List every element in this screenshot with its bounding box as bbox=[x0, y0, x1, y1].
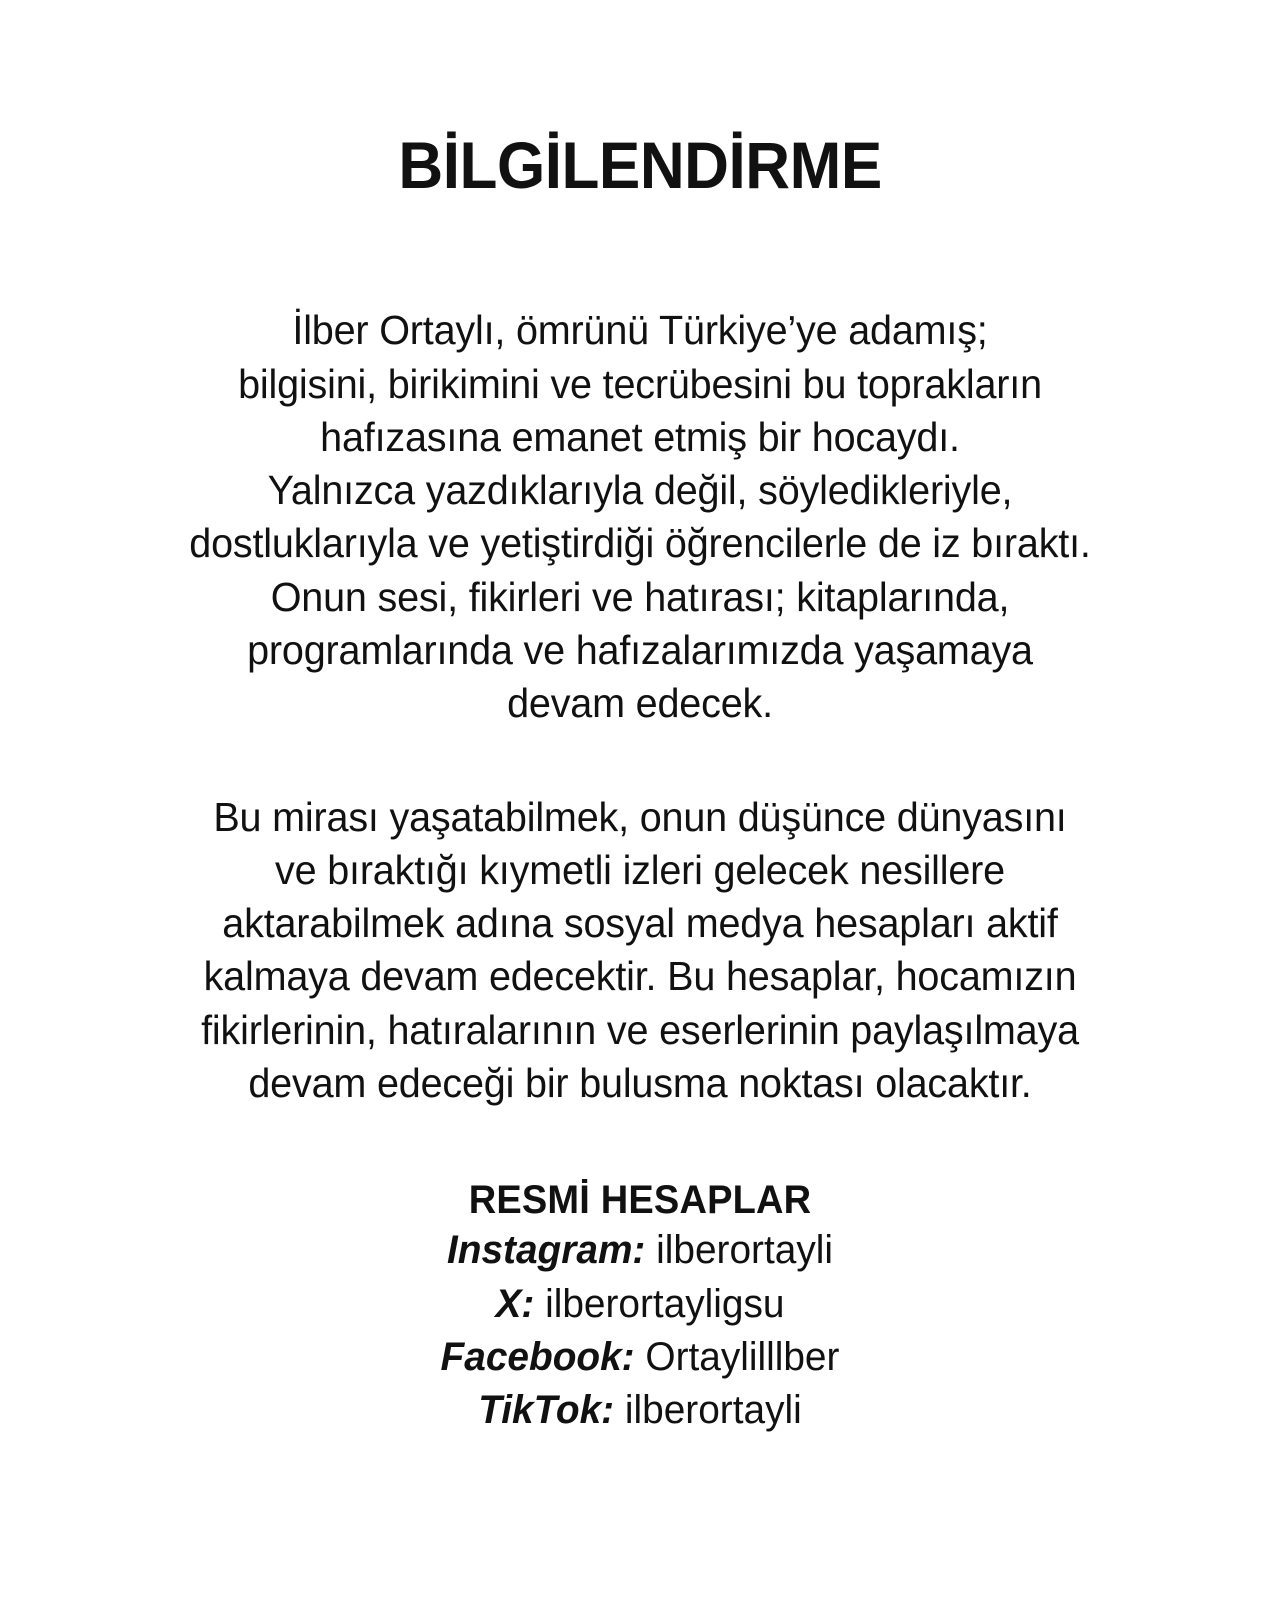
paragraph-line: fikirlerinin, hatıralarının ve eserlerinin paylaşılmaya bbox=[201, 1006, 1079, 1053]
paragraph-line: Bu mirası yaşatabilmek, onun düşünce dünyasını bbox=[213, 793, 1067, 840]
account-platform-label: Instagram: bbox=[447, 1228, 646, 1273]
account-handle-value: ilberortayligsu bbox=[545, 1281, 785, 1326]
announcement-body bbox=[140, 304, 1140, 1110]
account-handle-value: ilberortayli bbox=[624, 1387, 802, 1432]
account-row-facebook bbox=[155, 1331, 1125, 1384]
paragraph-line: programlarında ve hafızalarımızda yaşamaya bbox=[247, 627, 1033, 673]
paragraph-line: ve bıraktığı kıymetli izleri gelecek nesillere bbox=[275, 846, 1005, 893]
paragraph-line: dostluklarıyla ve yetiştirdiği öğrencilerle de iz bıraktı. bbox=[189, 520, 1091, 567]
paragraph-line: bilgisini, birikimini ve tecrübesini bu toprakların bbox=[238, 360, 1042, 407]
account-platform-label: TikTok: bbox=[478, 1387, 615, 1432]
paragraph-divider bbox=[140, 731, 1140, 791]
official-accounts-heading: RESMİ HESAPLAR bbox=[468, 1178, 812, 1223]
page-title: BİLGİLENDİRME bbox=[398, 128, 882, 202]
account-platform-label: X: bbox=[495, 1281, 535, 1326]
account-handle-value: ilberortayli bbox=[656, 1228, 833, 1273]
account-row-instagram bbox=[155, 1224, 1125, 1277]
paragraph-line: hafızasına emanet etmiş bir hocaydı. bbox=[320, 413, 960, 460]
paragraph-line: Onun sesi, fikirleri ve hatırası; kitaplarında, bbox=[270, 573, 1010, 620]
account-row-tiktok bbox=[155, 1384, 1125, 1437]
legacy-paragraph bbox=[158, 791, 1123, 1111]
paragraph-line: devam edecek. bbox=[507, 680, 773, 727]
official-accounts-section bbox=[140, 1176, 1140, 1437]
paragraph-line: kalmaya devam edecektir. Bu hesaplar, hocamızın bbox=[203, 953, 1077, 1000]
account-platform-label: Facebook: bbox=[440, 1334, 635, 1379]
paragraph-line: Yalnızca yazdıklarıyla değil, söyledikleriyle, bbox=[267, 467, 1013, 514]
memorial-paragraph bbox=[158, 304, 1123, 730]
account-row-x bbox=[155, 1278, 1125, 1331]
paragraph-line: devam edeceği bir bulusma noktası olacaktır. bbox=[248, 1060, 1032, 1107]
paragraph-line: İlber Ortaylı, ömrünü Türkiye’ye adamış; bbox=[292, 307, 988, 354]
account-handle-value: Ortaylilllber bbox=[645, 1334, 840, 1379]
paragraph-line: aktarabilmek adına sosyal medya hesapları aktif bbox=[222, 900, 1058, 947]
